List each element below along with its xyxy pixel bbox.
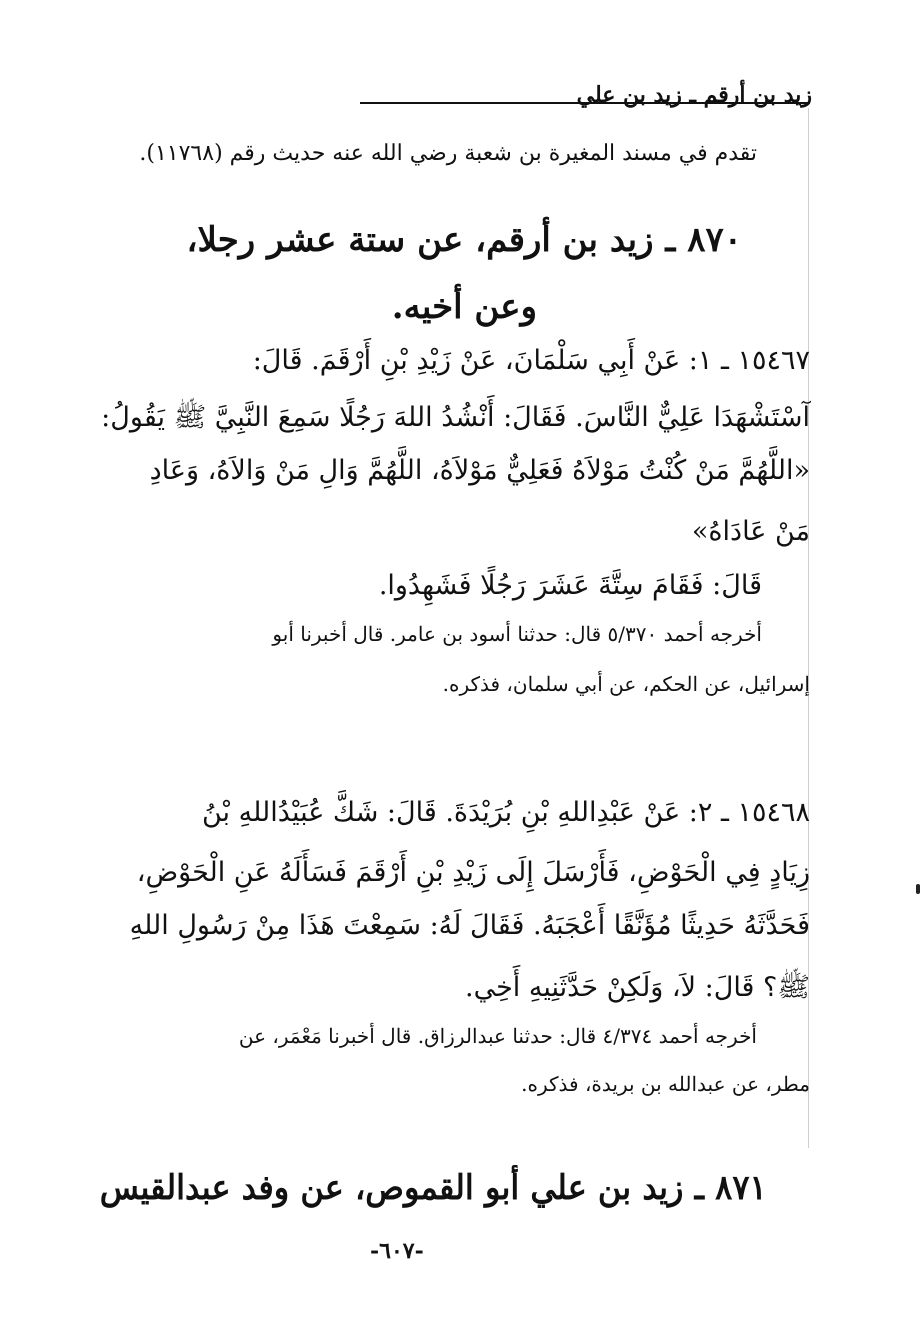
hadith-1-line: آسْتَشْهَدَا عَلِيٌّ النَّاسَ. فَقَالَ: أَنْشُدُ اللهَ رَجُلًا سَمِعَ النَّبِيَّ ﷺ يَقُولُ: <box>101 402 810 433</box>
hadith-1-line: مَنْ عَادَاهُ» <box>691 516 810 547</box>
hadith-1-takhrij: إسرائيل، عن الحكم، عن أبي سلمان، فذكره. <box>442 672 810 696</box>
reference-note: تقدم في مسند المغيرة بن شعبة رضي الله عنه حديث رقم (١١٧٦٨). <box>139 141 757 166</box>
running-title: زيد بن أرقم ـ زيد بن علي <box>576 82 812 108</box>
hadith-1-line: ١٥٤٦٧ ـ ١: عَنْ أَبِي سَلْمَانَ، عَنْ زَيْدِ بْنِ أَرْقَمَ. قَالَ: <box>252 345 810 376</box>
header-rule <box>360 102 810 104</box>
chapter-heading-870-line2: وعن أخيه. <box>391 287 537 327</box>
hadith-2-line: ﷺ؟ قَالَ: لاَ، وَلَكِنْ حَدَّثَنِيهِ أَخِي. <box>465 972 810 1003</box>
scan-mark <box>916 884 920 894</box>
chapter-heading-871: ٨٧١ ـ زيد بن علي أبو القموص، عن وفد عبدالقيس <box>100 1168 767 1208</box>
hadith-1-line: «اللَّهُمَّ مَنْ كُنْتُ مَوْلاَهُ فَعَلِيٌّ مَوْلاَهُ، اللَّهُمَّ وَالِ مَنْ وَالاَهُ، وَعَادِ <box>149 455 810 486</box>
page-number: -٦٠٧- <box>370 1238 424 1264</box>
hadith-2-takhrij: أخرجه أحمد ٤/٣٧٤ قال: حدثنا عبدالرزاق. قال أخبرنا مَعْمَر، عن <box>238 1024 757 1048</box>
hadith-2-takhrij: مطر، عن عبدالله بن بريدة، فذكره. <box>521 1072 810 1096</box>
hadith-1-takhrij: أخرجه أحمد ٥/٣٧٠ قال: حدثنا أسود بن عامر. قال أخبرنا أبو <box>272 622 762 646</box>
hadith-2-line: ١٥٤٦٨ ـ ٢: عَنْ عَبْدِاللهِ بْنِ بُرَيْدَةَ. قَالَ: شَكَّ عُبَيْدُاللهِ بْنُ <box>201 797 810 828</box>
chapter-heading-870-line1: ٨٧٠ ـ زيد بن أرقم، عن ستة عشر رجلا، <box>186 220 742 260</box>
hadith-2-line: فَحَدَّثَهُ حَدِيثًا مُؤَنَّقًا أَعْجَبَهُ. فَقَالَ لَهُ: سَمِعْتَ هَذَا مِنْ رَسُولِ اللهِ <box>129 910 810 941</box>
hadith-2-line: زِيَادٍ فِي الْحَوْضِ، فَأَرْسَلَ إِلَى زَيْدِ بْنِ أَرْقَمَ فَسَأَلَهُ عَنِ الْحَوْضِ، <box>136 857 810 888</box>
hadith-1-line: قَالَ: فَقَامَ سِتَّةَ عَشَرَ رَجُلًا فَشَهِدُوا. <box>378 570 762 601</box>
